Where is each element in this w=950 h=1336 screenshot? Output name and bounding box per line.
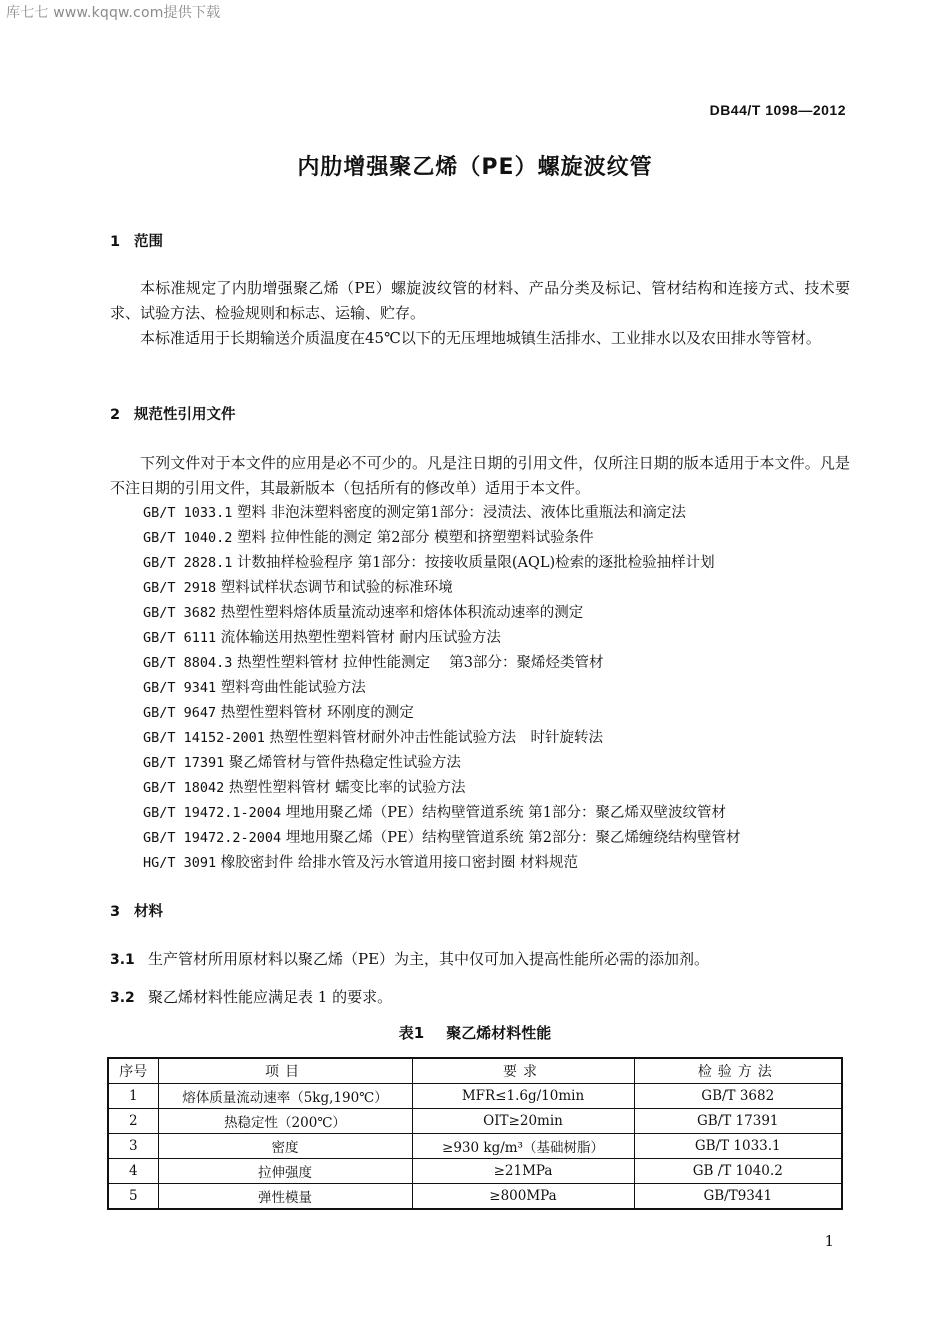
clause-number: 3.1 xyxy=(110,952,135,968)
cell-no: 1 xyxy=(108,1084,158,1109)
reference-item xyxy=(143,851,740,876)
reference-list xyxy=(143,501,740,876)
reference-title: 热塑性塑料管材 拉伸性能测定 第3部分：聚烯烃类管材 xyxy=(237,655,604,671)
section-title: 范围 xyxy=(134,234,163,250)
clause-text: 生产管材所用原材料以聚乙烯（PE）为主，其中仅可加入提高性能所必需的添加剂。 xyxy=(148,950,710,968)
reference-title: 热塑性塑料管材 环刚度的测定 xyxy=(220,705,414,721)
reference-item xyxy=(143,651,740,676)
cell-item: 热稳定性（200℃） xyxy=(158,1109,412,1134)
table-caption xyxy=(0,1022,950,1043)
header-method: 检验方法 xyxy=(634,1058,842,1084)
scope-paragraph-1: 本标准规定了内肋增强聚乙烯（PE）螺旋波纹管的材料、产品分类及标记、管材结构和连接方式、技术要求、试验方法、检验规则和标志、运输、贮存。 xyxy=(110,279,850,322)
reference-item xyxy=(143,551,740,576)
cell-requirement: ≥930 kg/m³（基础树脂） xyxy=(412,1134,634,1159)
cell-item: 拉伸强度 xyxy=(158,1159,412,1184)
reference-title: 塑料 非泡沫塑料密度的测定第1部分：浸渍法、液体比重瓶法和滴定法 xyxy=(237,505,686,521)
reference-code: GB/T 19472.1-2004 xyxy=(143,805,282,821)
reference-code: GB/T 9647 xyxy=(143,705,217,721)
reference-code: GB/T 9341 xyxy=(143,680,217,696)
cell-method: GB/T 3682 xyxy=(634,1084,842,1109)
reference-item xyxy=(143,826,740,851)
reference-title: 热塑性塑料管材 蠕变比率的试验方法 xyxy=(228,780,466,796)
table-row xyxy=(108,1109,842,1134)
section-number: 3 xyxy=(110,904,121,920)
section-title: 规范性引用文件 xyxy=(134,407,236,423)
table-row xyxy=(108,1184,842,1210)
header-requirement: 要求 xyxy=(412,1058,634,1084)
table-header-row xyxy=(108,1058,842,1084)
reference-title: 塑料 拉伸性能的测定 第2部分 模塑和挤塑塑料试验条件 xyxy=(237,530,594,546)
cell-item: 密度 xyxy=(158,1134,412,1159)
cell-requirement: MFR≤1.6g/10min xyxy=(412,1084,634,1109)
reference-item xyxy=(143,501,740,526)
reference-title: 热塑性塑料管材耐外冲击性能试验方法 时针旋转法 xyxy=(269,730,604,746)
reference-item xyxy=(143,601,740,626)
reference-code: GB/T 2918 xyxy=(143,580,217,596)
reference-item xyxy=(143,626,740,651)
section-heading-references xyxy=(110,403,236,424)
section-number: 1 xyxy=(110,234,121,250)
section-title: 材料 xyxy=(134,904,163,920)
reference-title: 橡胶密封件 给排水管及污水管道用接口密封圈 材料规范 xyxy=(220,855,578,871)
cell-method: GB /T 1040.2 xyxy=(634,1159,842,1184)
reference-item xyxy=(143,701,740,726)
section-heading-materials xyxy=(110,900,163,921)
reference-title: 计数抽样检验程序 第1部分：按接收质量限(AQL)检索的逐批检验抽样计划 xyxy=(237,555,715,571)
reference-item xyxy=(143,576,740,601)
section-number: 2 xyxy=(110,407,121,423)
reference-code: GB/T 1033.1 xyxy=(143,505,233,521)
reference-title: 塑料试样状态调节和试验的标准环境 xyxy=(220,580,453,596)
section-heading-scope xyxy=(110,230,163,251)
reference-code: GB/T 1040.2 xyxy=(143,530,233,546)
reference-item xyxy=(143,776,740,801)
cell-requirement: ≥800MPa xyxy=(412,1184,634,1210)
reference-title: 埋地用聚乙烯（PE）结构壁管道系统 第2部分：聚乙烯缠绕结构壁管材 xyxy=(285,830,741,846)
reference-item xyxy=(143,676,740,701)
cell-no: 3 xyxy=(108,1134,158,1159)
cell-no: 5 xyxy=(108,1184,158,1210)
reference-code: HG/T 3091 xyxy=(143,855,217,871)
reference-code: GB/T 3682 xyxy=(143,605,217,621)
clause-3-2 xyxy=(110,986,392,1007)
watermark-text: 库七七 www.kqqw.com提供下载 xyxy=(6,5,221,21)
material-properties-table xyxy=(107,1057,843,1210)
cell-requirement: OIT≥20min xyxy=(412,1109,634,1134)
reference-item xyxy=(143,726,740,751)
reference-code: GB/T 17391 xyxy=(143,755,225,771)
reference-title: 塑料弯曲性能试验方法 xyxy=(220,680,366,696)
reference-item xyxy=(143,526,740,551)
table-caption-title: 聚乙烯材料性能 xyxy=(446,1024,552,1042)
clause-text: 聚乙烯材料性能应满足表 1 的要求。 xyxy=(148,988,393,1006)
scope-paragraph-2: 本标准适用于长期输送介质温度在45℃以下的无压埋地城镇生活排水、工业排水以及农田排水等管材。 xyxy=(140,329,821,347)
references-intro: 下列文件对于本文件的应用是必不可少的。凡是注日期的引用文件，仅所注日期的版本适用于本文件。凡是不注日期的引用文件，其最新版本（包括所有的修改单）适用于本文件。 xyxy=(110,454,850,497)
reference-code: GB/T 8804.3 xyxy=(143,655,233,671)
reference-item xyxy=(143,801,740,826)
page-title: 内肋增强聚乙烯（PE）螺旋波纹管 xyxy=(297,155,653,180)
cell-method: GB/T 17391 xyxy=(634,1109,842,1134)
cell-no: 2 xyxy=(108,1109,158,1134)
clause-number: 3.2 xyxy=(110,990,135,1006)
reference-code: GB/T 2828.1 xyxy=(143,555,233,571)
cell-item: 弹性模量 xyxy=(158,1184,412,1210)
reference-title: 热塑性塑料熔体质量流动速率和熔体体积流动速率的测定 xyxy=(220,605,584,621)
table-caption-label: 表1 xyxy=(398,1024,425,1042)
page-number: 1 xyxy=(824,1232,834,1250)
cell-requirement: ≥21MPa xyxy=(412,1159,634,1184)
reference-item xyxy=(143,751,740,776)
reference-code: GB/T 6111 xyxy=(143,630,217,646)
table-row xyxy=(108,1159,842,1184)
cell-method: GB/T 1033.1 xyxy=(634,1134,842,1159)
cell-item: 熔体质量流动速率（5kg,190℃） xyxy=(158,1084,412,1109)
table-row xyxy=(108,1134,842,1159)
table-row xyxy=(108,1084,842,1109)
header-no: 序号 xyxy=(108,1058,158,1084)
reference-title: 聚乙烯管材与管件热稳定性试验方法 xyxy=(228,755,461,771)
document-number: DB44/T 1098—2012 xyxy=(709,102,846,118)
header-item: 项目 xyxy=(158,1058,412,1084)
reference-code: GB/T 18042 xyxy=(143,780,225,796)
cell-method: GB/T9341 xyxy=(634,1184,842,1210)
reference-title: 埋地用聚乙烯（PE）结构壁管道系统 第1部分：聚乙烯双壁波纹管材 xyxy=(285,805,726,821)
reference-code: GB/T 19472.2-2004 xyxy=(143,830,282,846)
reference-code: GB/T 14152-2001 xyxy=(143,730,265,746)
reference-title: 流体输送用热塑性塑料管材 耐内压试验方法 xyxy=(220,630,501,646)
cell-no: 4 xyxy=(108,1159,158,1184)
clause-3-1 xyxy=(110,948,709,969)
